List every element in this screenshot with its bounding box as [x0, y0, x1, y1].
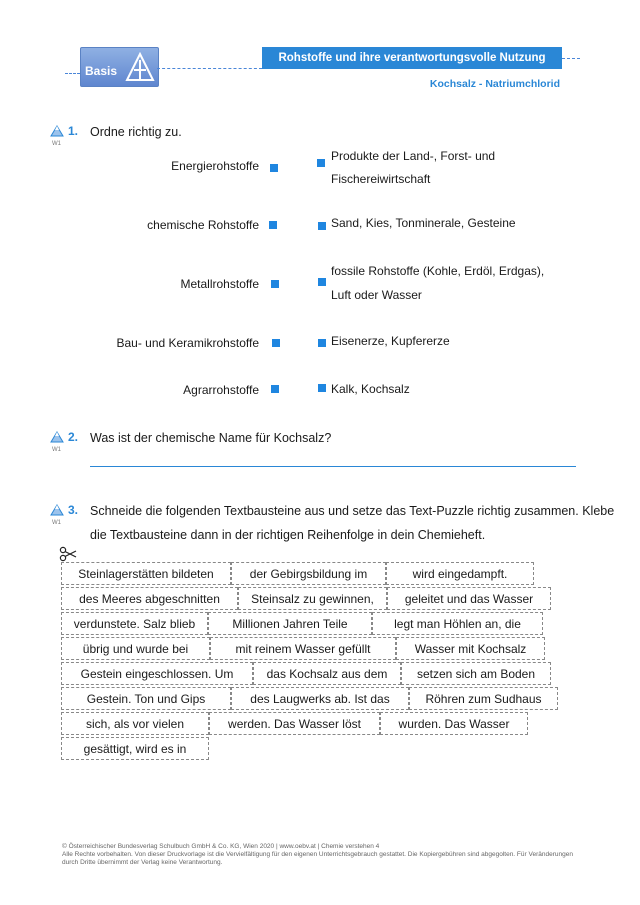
left-item: Bau- und Keramikrohstoffe	[116, 336, 259, 350]
puzzle-piece[interactable]: wird eingedampft.	[386, 562, 534, 585]
match-square-left[interactable]	[271, 280, 279, 288]
puzzle-piece[interactable]: sich, als vor vielen	[61, 712, 209, 735]
match-square-right[interactable]	[318, 222, 326, 230]
answer-line[interactable]	[90, 466, 576, 467]
puzzle-piece[interactable]: werden. Das Wasser löst	[209, 712, 380, 735]
puzzle-piece[interactable]: geleitet und das Wasser	[387, 587, 551, 610]
task2-number: 2.	[68, 430, 79, 444]
puzzle-piece[interactable]: Gestein eingeschlossen. Um	[61, 662, 253, 685]
task2-level: W1	[52, 447, 61, 453]
puzzle-piece[interactable]: Gestein. Ton und Gips	[61, 687, 231, 710]
right-item-line: Luft oder Wasser	[331, 288, 422, 302]
right-item-line: Fischereiwirtschaft	[331, 172, 431, 186]
match-square-right[interactable]	[318, 278, 326, 286]
basis-badge	[80, 47, 159, 87]
page-subtitle: Kochsalz - Natriumchlorid	[429, 78, 560, 90]
match-square-right[interactable]	[318, 339, 326, 347]
puzzle-piece[interactable]: verdunstete. Salz blieb	[61, 612, 208, 635]
task3-instruction-line2: die Textbausteine dann in der richtigen Reihenfolge in dein Chemieheft.	[90, 528, 486, 542]
puzzle-piece[interactable]: der Gebirgsbildung im	[231, 562, 386, 585]
task3-level: W1	[52, 520, 61, 526]
level-triangle-icon	[125, 52, 155, 82]
task1-level: W1	[52, 141, 61, 147]
banner-title: Rohstoffe und ihre verantwortungsvolle Nutzung	[262, 47, 562, 69]
header-dash-right	[562, 58, 580, 59]
right-item-line: Kalk, Kochsalz	[331, 382, 410, 396]
puzzle-piece[interactable]: Röhren zum Sudhaus	[409, 687, 558, 710]
puzzle-piece[interactable]: das Kochsalz aus dem	[253, 662, 401, 685]
puzzle-piece[interactable]: mit reinem Wasser gefüllt	[210, 637, 396, 660]
puzzle-piece[interactable]: übrig und wurde bei	[61, 637, 210, 660]
task3-instruction-line1: Schneide die folgenden Textbausteine aus und setze das Text-Puzzle richtig zusammen. Klebe	[90, 504, 615, 518]
left-item: Energierohstoffe	[171, 159, 259, 173]
puzzle-piece[interactable]: legt man Höhlen an, die	[372, 612, 543, 635]
puzzle-piece[interactable]: wurden. Das Wasser	[380, 712, 528, 735]
right-item-line: Eisenerze, Kupfererze	[331, 334, 450, 348]
task1-instruction: Ordne richtig zu.	[90, 125, 182, 139]
left-item: Metallrohstoffe	[180, 277, 259, 291]
puzzle-piece[interactable]: Wasser mit Kochsalz	[396, 637, 545, 660]
match-square-right[interactable]	[317, 159, 325, 167]
match-square-left[interactable]	[271, 385, 279, 393]
mountain-level-icon	[50, 431, 64, 443]
scissors-icon	[59, 546, 77, 562]
footer-copyright: © Österreichischer Bundesverlag Schulbuch GmbH & Co. KG, Wien 2020 | www.oebv.at | Chemie verstehen 4	[62, 843, 380, 850]
header-dash-left	[65, 73, 80, 74]
mountain-level-icon	[50, 125, 64, 137]
right-item-line: Sand, Kies, Tonminerale, Gesteine	[331, 216, 516, 230]
footer-disclaimer: durch Dritte übernimmt der Verlag keine Verantwortung.	[62, 859, 223, 866]
puzzle-piece[interactable]: setzen sich am Boden	[401, 662, 551, 685]
task3-number: 3.	[68, 503, 79, 517]
match-square-left[interactable]	[272, 339, 280, 347]
puzzle-piece[interactable]: des Meeres abgeschnitten	[61, 587, 238, 610]
left-item: Agrarrohstoffe	[183, 383, 259, 397]
match-square-right[interactable]	[318, 384, 326, 392]
task2-instruction: Was ist der chemische Name für Kochsalz?	[90, 431, 332, 445]
badge-label: Basis	[85, 64, 118, 78]
right-item-line: fossile Rohstoffe (Kohle, Erdöl, Erdgas),	[331, 264, 545, 278]
match-square-left[interactable]	[269, 221, 277, 229]
left-item: chemische Rohstoffe	[147, 218, 259, 232]
puzzle-piece[interactable]: des Laugwerks ab. Ist das	[231, 687, 409, 710]
match-square-left[interactable]	[270, 164, 278, 172]
puzzle-piece[interactable]: Steinlagerstätten bildeten	[61, 562, 231, 585]
puzzle-piece[interactable]: gesättigt, wird es in	[61, 737, 209, 760]
puzzle-piece[interactable]: Steinsalz zu gewinnen,	[238, 587, 387, 610]
mountain-level-icon	[50, 504, 64, 516]
right-item-line: Produkte der Land-, Forst- und	[331, 149, 496, 163]
header-dash-middle	[157, 68, 262, 69]
puzzle-piece[interactable]: Millionen Jahren Teile	[208, 612, 372, 635]
footer-rights: Alle Rechte vorbehalten. Von dieser Druckvorlage ist die Vervielfältigung für den eigenen Unterrichtsgebrauch gestattet. Die Kopiergebühren sind abgegolten. Für Veränderungen	[62, 851, 573, 858]
task1-number: 1.	[68, 124, 79, 138]
